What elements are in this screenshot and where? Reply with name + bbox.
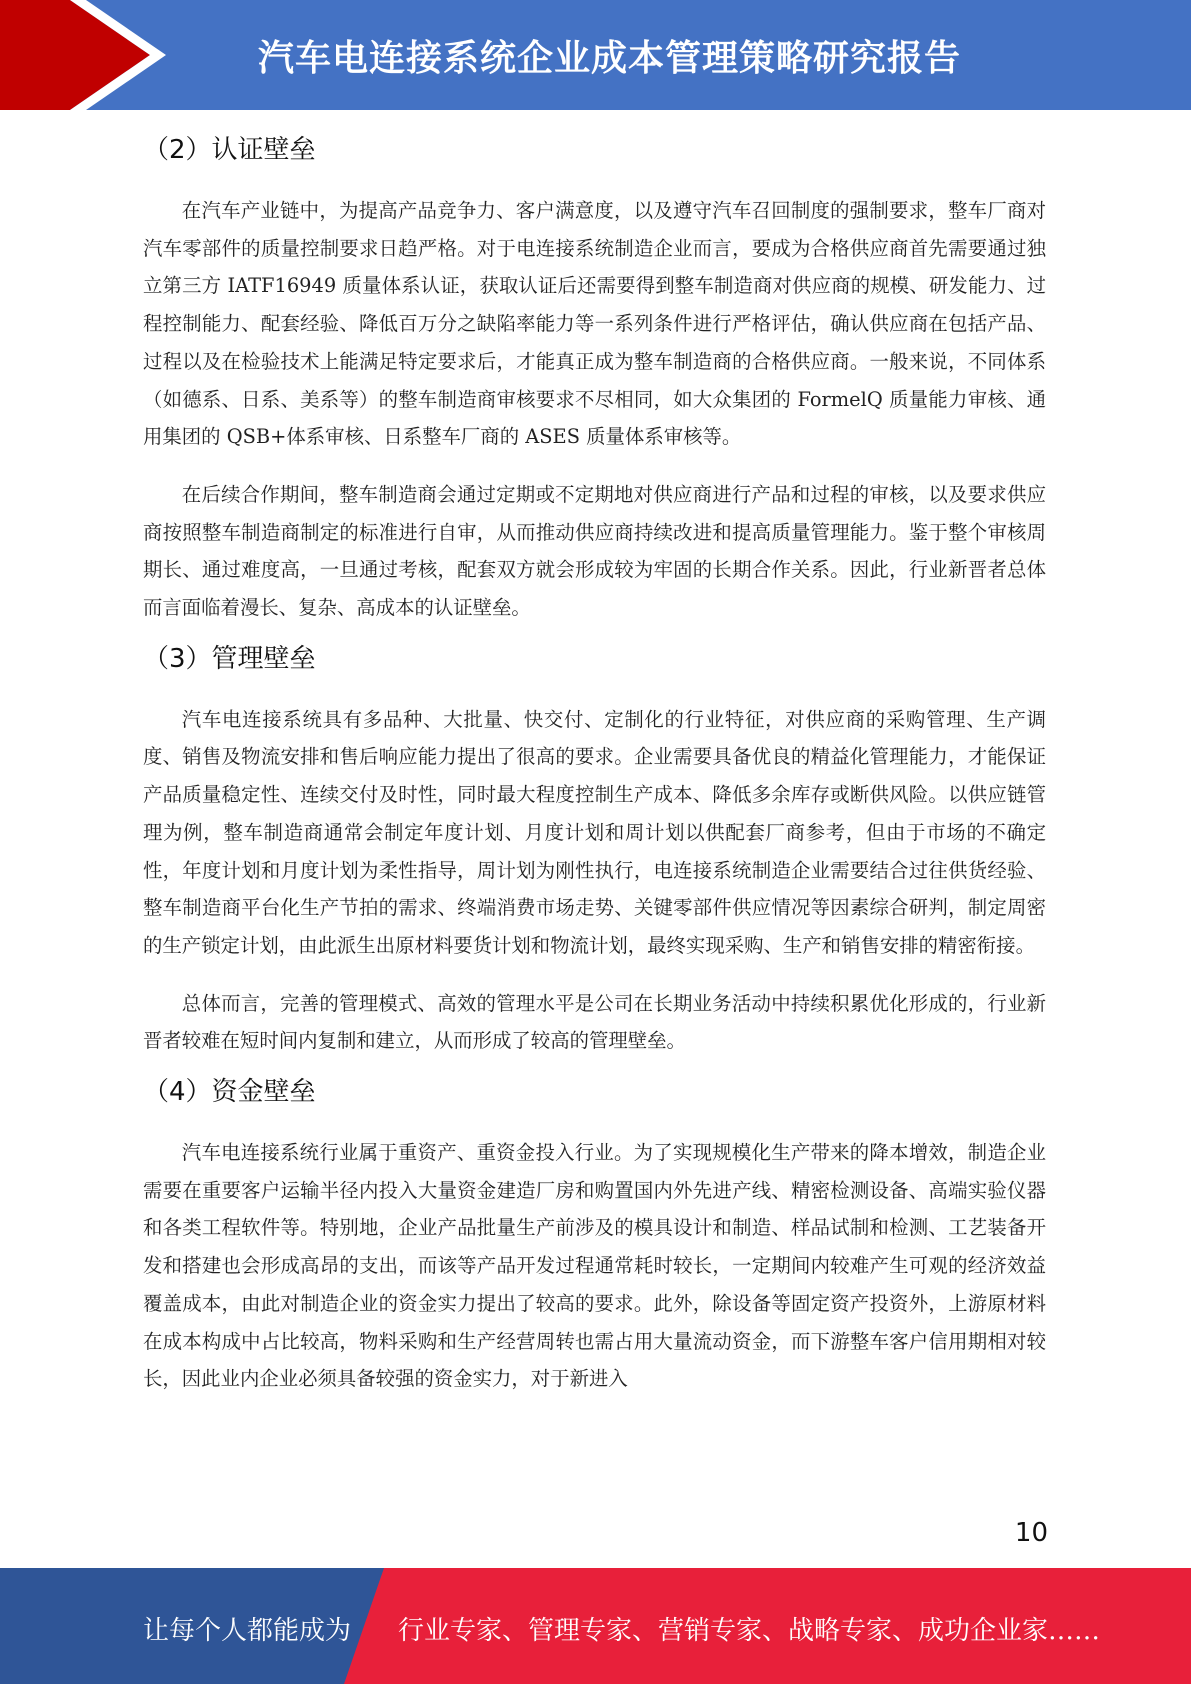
section-heading: （4）资金壁垒 xyxy=(143,1077,316,1108)
footer-banner xyxy=(0,1568,1191,1684)
paragraph: 汽车电连接系统行业属于重资产、重资金投入行业。为了实现规模化生产带来的降本增效，制造企业需要在重要客户运输半径内投入大量资金建造厂房和购置国内外先进产线、精密检测设备、高端实验仪器和各类工程软件等。特别地，企业产品批量生产前涉及的模具设计和制造、样品试制和检测、工艺装备开发和搭建也会形成高昂的支出，而该等产品开发过程通常耗时较长，一定期间内较难产生可观的经济效益覆盖成本，由此对制造企业的资金实力提出了较高的要求。此外，除设备等固定资产投资外，上游原材料在成本构成中占比较高，物料采购和生产经营周转也需占用大量流动资金，而下游整车客户信用期相对较长，因此业内企业必须具备较强的资金实力，对于新进入 xyxy=(143,1141,1046,1391)
section-heading: （3）管理壁垒 xyxy=(143,643,316,674)
section-heading: （2）认证壁垒 xyxy=(143,135,316,165)
paragraph: 在后续合作期间，整车制造商会通过定期或不定期地对供应商进行产品和过程的审核，以及要求供应商按照整车制造商制定的标准进行自审，从而推动供应商持续改进和提高质量管理能力。鉴于整个审核周期长、通过难度高，一旦通过考核，配套双方就会形成较为牢固的长期合作关系。因此，行业新晋者总体而言面临着漫长、复杂、高成本的认证壁垒。 xyxy=(143,482,1046,620)
paragraph: 在汽车产业链中，为提高产品竞争力、客户满意度，以及遵守汽车召回制度的强制要求，整车厂商对汽车零部件的质量控制要求日趋严格。对于电连接系统制造企业而言，要成为合格供应商首先需要通过独立第三方 IATF16949 质量体系认证，获取认证后还需要得到整车制造商对供应商的规模、研发能力、过程控制能力、配套经验、降低百万分之缺陷率能力等一系列条件进行严格评估，确认供应商在包括产品、过程以及在检验技术上能满足特定要求后，才能真正成为整车制造商的合格供应商。一般来说，不同体系（如德系、日系、美系等）的整车制造商审核要求不尽相同，如大众集团的 FormelQ 质量能力审核、通用集团的 QSB+体系审核、日系整车厂商的 ASES 质量体系审核等。 xyxy=(143,199,1046,449)
header-banner xyxy=(0,0,1191,110)
paragraph: 汽车电连接系统具有多品种、大批量、快交付、定制化的行业特征，对供应商的采购管理、生产调度、销售及物流安排和售后响应能力提出了很高的要求。企业需要具备优良的精益化管理能力，才能保证产品质量稳定性、连续交付及时性，同时最大程度控制生产成本、降低多余库存或断供风险。以供应链管理为例，整车制造商通常会制定年度计划、月度计划和周计划以供配套厂商参考，但由于市场的不确定性，年度计划和月度计划为柔性指导，周计划为刚性执行，电连接系统制造企业需要结合过往供货经验、整车制造商平台化生产节拍的需求、终端消费市场走势、关键零部件供应情况等因素综合研判，制定周密的生产锁定计划，由此派生出原材料要货计划和物流计划，最终实现采购、生产和销售安排的精密衔接。 xyxy=(143,707,1046,957)
footer-slogan-left: 让每个人都能成为 xyxy=(143,1616,352,1646)
page-number: 10 xyxy=(1014,1518,1048,1548)
report-title: 汽车电连接系统企业成本管理策略研究报告 xyxy=(258,38,962,79)
paragraph: 总体而言，完善的管理模式、高效的管理水平是公司在长期业务活动中持续积累优化形成的，行业新晋者较难在短时间内复制和建立，从而形成了较高的管理壁垒。 xyxy=(143,991,1046,1053)
footer-slogan-right: 行业专家、管理专家、营销专家、战略专家、成功企业家…… xyxy=(398,1616,1101,1646)
page-content xyxy=(143,128,1046,1398)
